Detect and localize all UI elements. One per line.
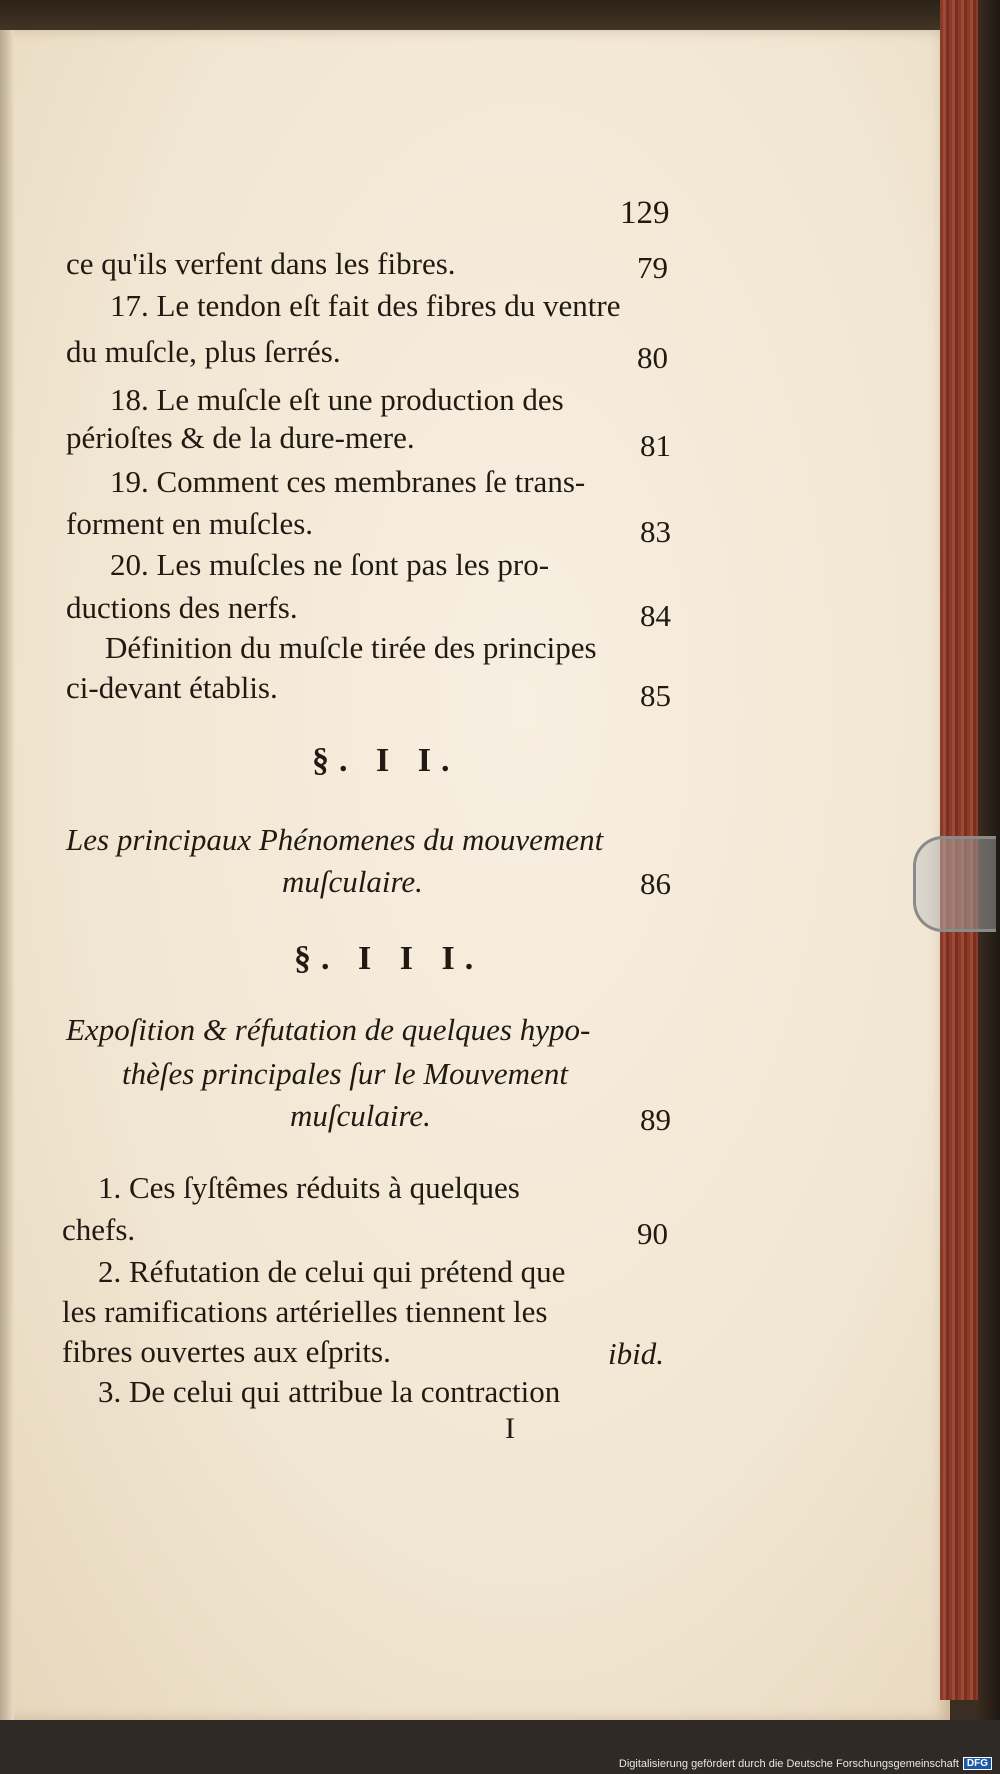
signature-mark: I xyxy=(505,1412,515,1445)
section-2-title-line-1: Les principaux Phénomenes du mouvement xyxy=(66,822,604,857)
footer-credit-text: Digitalisierung gefördert durch die Deutsche Forschungsgemeinschaft xyxy=(618,1757,959,1770)
toc-line-2: 17. Le tendon eſt fait des fibres du ventre xyxy=(110,288,621,323)
dfg-logo: DFG xyxy=(963,1757,992,1770)
section-3-page: 89 xyxy=(640,1102,671,1137)
footer-bar xyxy=(0,1720,1000,1774)
item-line-6: 3. De celui qui attribue la contraction xyxy=(98,1374,561,1409)
item-line-4: les ramifications artérielles tiennent les xyxy=(62,1294,548,1329)
footer-credit xyxy=(619,1757,992,1770)
toc-line-10: Définition du muſcle tirée des principes xyxy=(105,630,597,665)
toc-line-7: forment en muſcles. xyxy=(66,506,314,541)
item-line-3: 2. Réfutation de celui qui prétend que xyxy=(98,1254,566,1289)
toc-line-6: 19. Comment ces membranes ſe trans- xyxy=(110,464,586,499)
toc-page-3: 80 xyxy=(637,340,668,375)
section-2-page: 86 xyxy=(640,866,671,901)
toc-line-11: ci-devant établis. xyxy=(66,670,278,705)
item-line-2: chefs. xyxy=(62,1212,136,1247)
toc-line-5: périoſtes & de la dure-mere. xyxy=(66,420,415,455)
item-page-5: ibid. xyxy=(608,1336,664,1371)
page-number: 129 xyxy=(620,195,670,231)
toc-page-1: 79 xyxy=(637,250,668,285)
toc-line-4: 18. Le muſcle eſt une production des xyxy=(110,382,564,417)
section-3-heading: §. I I I. xyxy=(294,940,484,977)
section-2-heading: §. I I. xyxy=(312,742,460,779)
section-2-title-line-2: muſculaire. xyxy=(282,864,423,899)
section-3-title-line-2: thèſes principales ſur le Mouvement xyxy=(122,1056,568,1091)
toc-page-9: 84 xyxy=(640,598,671,633)
item-line-5: fibres ouvertes aux eſprits. xyxy=(62,1334,391,1369)
toc-page-5: 81 xyxy=(640,428,671,463)
section-3-title-line-3: muſculaire. xyxy=(290,1098,431,1133)
toc-page-11: 85 xyxy=(640,678,671,713)
toc-line-8: 20. Les muſcles ne ſont pas les pro- xyxy=(110,547,550,582)
toc-line-1: ce qu'ils verfent dans les fibres. xyxy=(66,246,456,281)
page-clip xyxy=(913,836,996,932)
toc-line-3: du muſcle, plus ſerrés. xyxy=(66,334,341,369)
page-gutter xyxy=(0,30,14,1720)
toc-page-7: 83 xyxy=(640,514,671,549)
item-page-2: 90 xyxy=(637,1216,668,1251)
section-3-title-line-1: Expoſition & réfutation de quelques hypo- xyxy=(66,1012,591,1047)
toc-line-9: ductions des nerfs. xyxy=(66,590,298,625)
item-line-1: 1. Ces ſyſtêmes réduits à quelques xyxy=(98,1170,520,1205)
